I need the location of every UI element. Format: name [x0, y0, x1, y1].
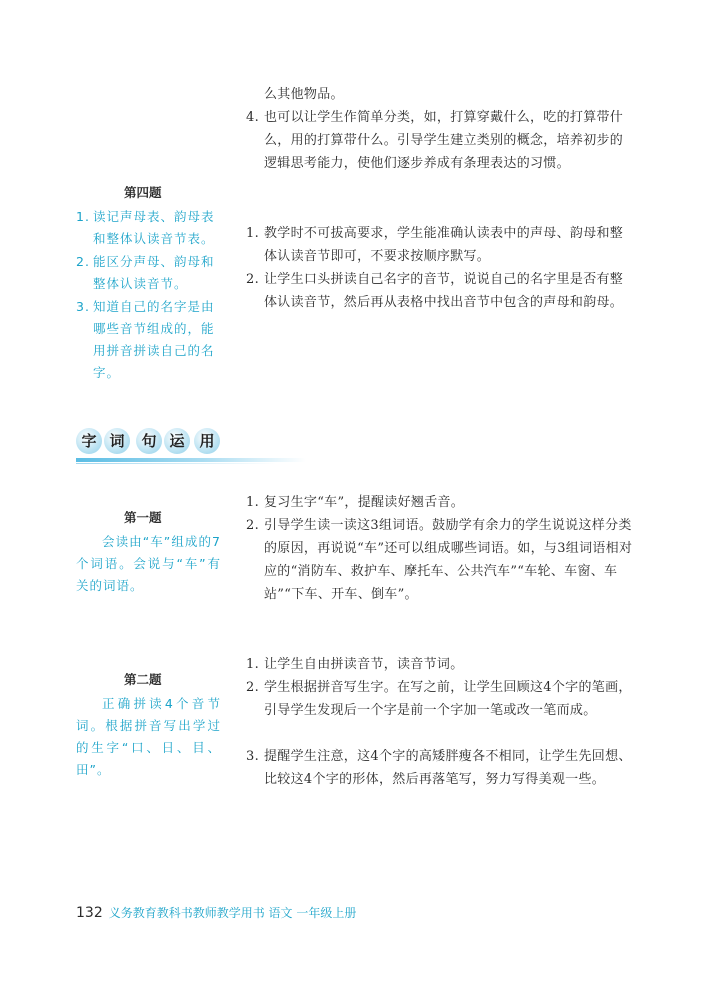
section-underline-thin [76, 463, 276, 464]
item-number: 1. [246, 226, 260, 241]
list-item [246, 268, 636, 314]
section-underline [76, 458, 306, 462]
sidebar-item-number: 1. [76, 209, 90, 224]
page-footer [76, 904, 356, 921]
item-text: 让学生口头拼读自己名字的音节，说说自己的名字里是否有整体认读音节，然后再从表格中找出音节中包含的声母和韵母。 [264, 272, 624, 310]
sidebar-item-text: 能区分声母、韵母和整体认读音节。 [93, 254, 215, 291]
sidebar-item [76, 251, 226, 295]
sidebar-item [76, 296, 226, 384]
list-item [246, 514, 636, 606]
item-number: 1. [246, 495, 260, 510]
section-char: 句 [136, 428, 162, 454]
item-text: 复习生字“车”，提醒读好翘舌音。 [264, 495, 465, 510]
item-number: 3. [246, 749, 260, 764]
item-number: 4. [246, 110, 260, 125]
section-char: 词 [104, 428, 130, 454]
sidebar-paragraph: 正确拼读4个音节词。根据拼音写出学过的生字“口、日、目、田”。 [76, 696, 221, 777]
page-number: 132 [76, 905, 103, 921]
section-char: 字 [76, 428, 102, 454]
list-item [246, 491, 636, 514]
item-text: 让学生自由拼读音节，读音节词。 [264, 657, 464, 672]
section-char: 用 [194, 428, 220, 454]
sidebar-title-q1: 第一题 [124, 510, 162, 525]
book-title: 义务教育教科书教师教学用书 语文 一年级上册 [108, 906, 357, 920]
item-text: 教学时不可拔高要求，学生能准确认读表中的声母、韵母和整体认读音节即可，不要求按顺序默写。 [264, 226, 624, 264]
item-text: 引导学生读一读这3组词语。鼓励学有余力的学生说说这样分类的原因，再说说“车”还可以组成哪些词语。如，与3组词语相对应的“消防车、救护车、摩托车、公共汽车”“车轮、车窗、车站”“下车、开车、倒车”。 [264, 518, 633, 602]
item-text: 学生根据拼音写生字。在写之前，让学生回顾这4个字的笔画，引导学生发现后一个字是前一个字加一笔或改一笔而成。 [264, 680, 632, 718]
sidebar-item-number: 3. [76, 299, 90, 314]
item-number: 2. [246, 272, 260, 287]
item-text: 也可以让学生作简单分类，如，打算穿戴什么，吃的打算带什么，用的打算带什么。引导学生建立类别的概念，培养初步的逻辑思考能力，使他们逐步养成有条理表达的习惯。 [264, 110, 624, 171]
sidebar-item [76, 206, 226, 250]
list-item [246, 676, 636, 722]
sidebar-item-text: 读记声母表、韵母表和整体认读音节表。 [93, 209, 215, 246]
list-item [246, 106, 636, 175]
continuation-text: 么其他物品。 [264, 87, 344, 102]
item-text: 提醒学生注意，这4个字的高矮胖瘦各不相同，让学生先回想、比较这4个字的形体，然后再落笔写，努力写得美观一些。 [264, 749, 632, 787]
list-item [246, 653, 636, 676]
section-char: 运 [164, 428, 190, 454]
sidebar-item-number: 2. [76, 254, 90, 269]
list-item [246, 745, 636, 791]
item-number: 1. [246, 657, 260, 672]
list-item [246, 222, 636, 268]
item-number: 2. [246, 518, 260, 533]
sidebar-title-q2: 第二题 [124, 672, 162, 687]
sidebar-item-text: 知道自己的名字是由哪些音节组成的，能用拼音拼读自己的名字。 [93, 299, 215, 380]
item-number: 2. [246, 680, 260, 695]
sidebar-title-q4: 第四题 [124, 185, 162, 200]
sidebar-paragraph: 会读由“车”组成的7个词语。会说与“车”有关的词语。 [76, 534, 221, 593]
